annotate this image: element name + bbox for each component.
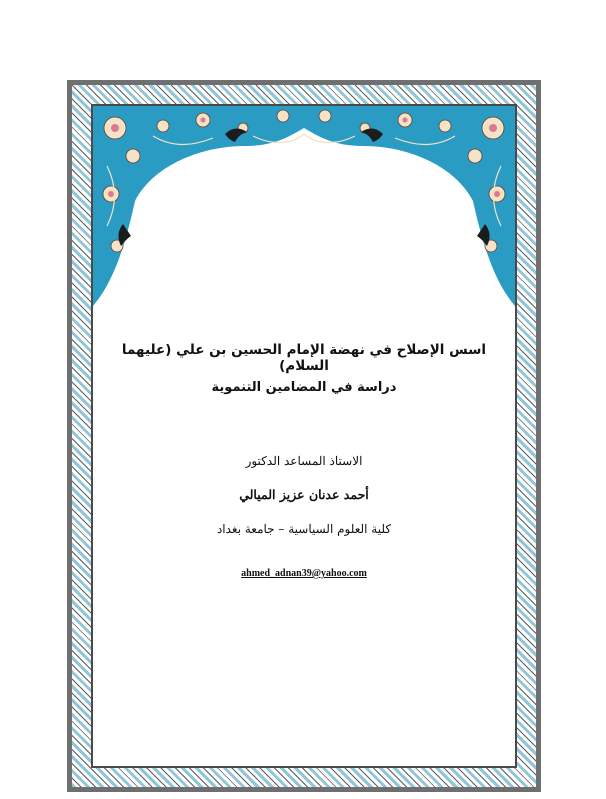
author-name: أحمد عدنان عزيز الميالي xyxy=(239,487,369,502)
author-affiliation: كلية العلوم السياسية – جامعة بغداد xyxy=(216,522,392,536)
decorative-frame xyxy=(67,80,541,792)
author-email[interactable] xyxy=(99,568,509,579)
document-title: اسس الإصلاح في نهضة الإمام الحسين بن علي (عليهما السلام) xyxy=(121,342,487,374)
document-subtitle: دراسة في المضامين التنموية xyxy=(211,380,397,395)
frame-content-area xyxy=(93,106,515,766)
author-rank: الاستاذ المساعد الدكتور xyxy=(245,454,363,468)
email-link[interactable]: ahmed_adnan39@yahoo.com xyxy=(241,568,367,579)
document-content xyxy=(93,106,515,766)
